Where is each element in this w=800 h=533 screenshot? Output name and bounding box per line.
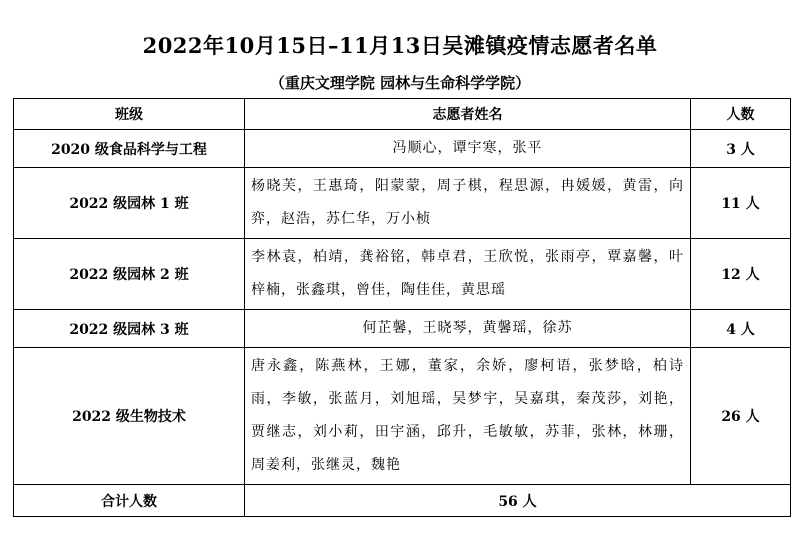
row-class: 2022 级园林 2 班 [14,239,245,310]
table-row [14,130,791,168]
row-class: 2020 级食品科学与工程 [14,130,245,168]
row-names: 唐永鑫，陈燕林，王娜，董家，余娇，廖柯语，张梦晗，柏诗雨，李敏，张蓝月，刘旭瑶，吴梦宇，吴嘉琪，秦茂莎，刘艳，贾继志，刘小莉，田宇涵，邱升，毛敏敏，苏菲，张林，林珊，周姜利，张继灵，魏艳 [245,348,691,485]
table-row [14,168,791,239]
row-count: 12 人 [691,239,791,310]
header-count: 人数 [691,99,791,130]
row-names: 冯顺心，谭宇寒，张平 [245,130,691,168]
row-names: 杨晓芙，王惠琦，阳蒙蒙，周子棋，程思源，冉媛媛，黄雷，向弈，赵浩，苏仁华，万小桢 [245,168,691,239]
table-row [14,348,791,485]
header-names: 志愿者姓名 [245,99,691,130]
total-label: 合计人数 [14,485,245,517]
row-count: 4 人 [691,310,791,348]
document-title: 2022年10月15日–11月13日吴滩镇疫情志愿者名单 [142,33,658,58]
row-class: 2022 级园林 1 班 [14,168,245,239]
header-class: 班级 [14,99,245,130]
table-row [14,310,791,348]
total-count: 56 人 [245,485,791,517]
row-class: 2022 级生物技术 [14,348,245,485]
document-subtitle: （重庆文理学院 园林与生命科学学院） [269,74,531,92]
volunteer-table [13,98,791,517]
row-names: 何芷馨，王晓琴，黄馨瑶，徐苏 [245,310,691,348]
total-row [14,485,791,517]
table-row [14,239,791,310]
row-count: 26 人 [691,348,791,485]
row-class: 2022 级园林 3 班 [14,310,245,348]
table-header-row [14,99,791,130]
row-count: 11 人 [691,168,791,239]
row-count: 3 人 [691,130,791,168]
row-names: 李林袁，柏靖，龚裕铭，韩卓君，王欣悦，张雨亭，覃嘉馨，叶梓楠，张鑫琪，曾佳，陶佳佳，黄思瑶 [245,239,691,310]
